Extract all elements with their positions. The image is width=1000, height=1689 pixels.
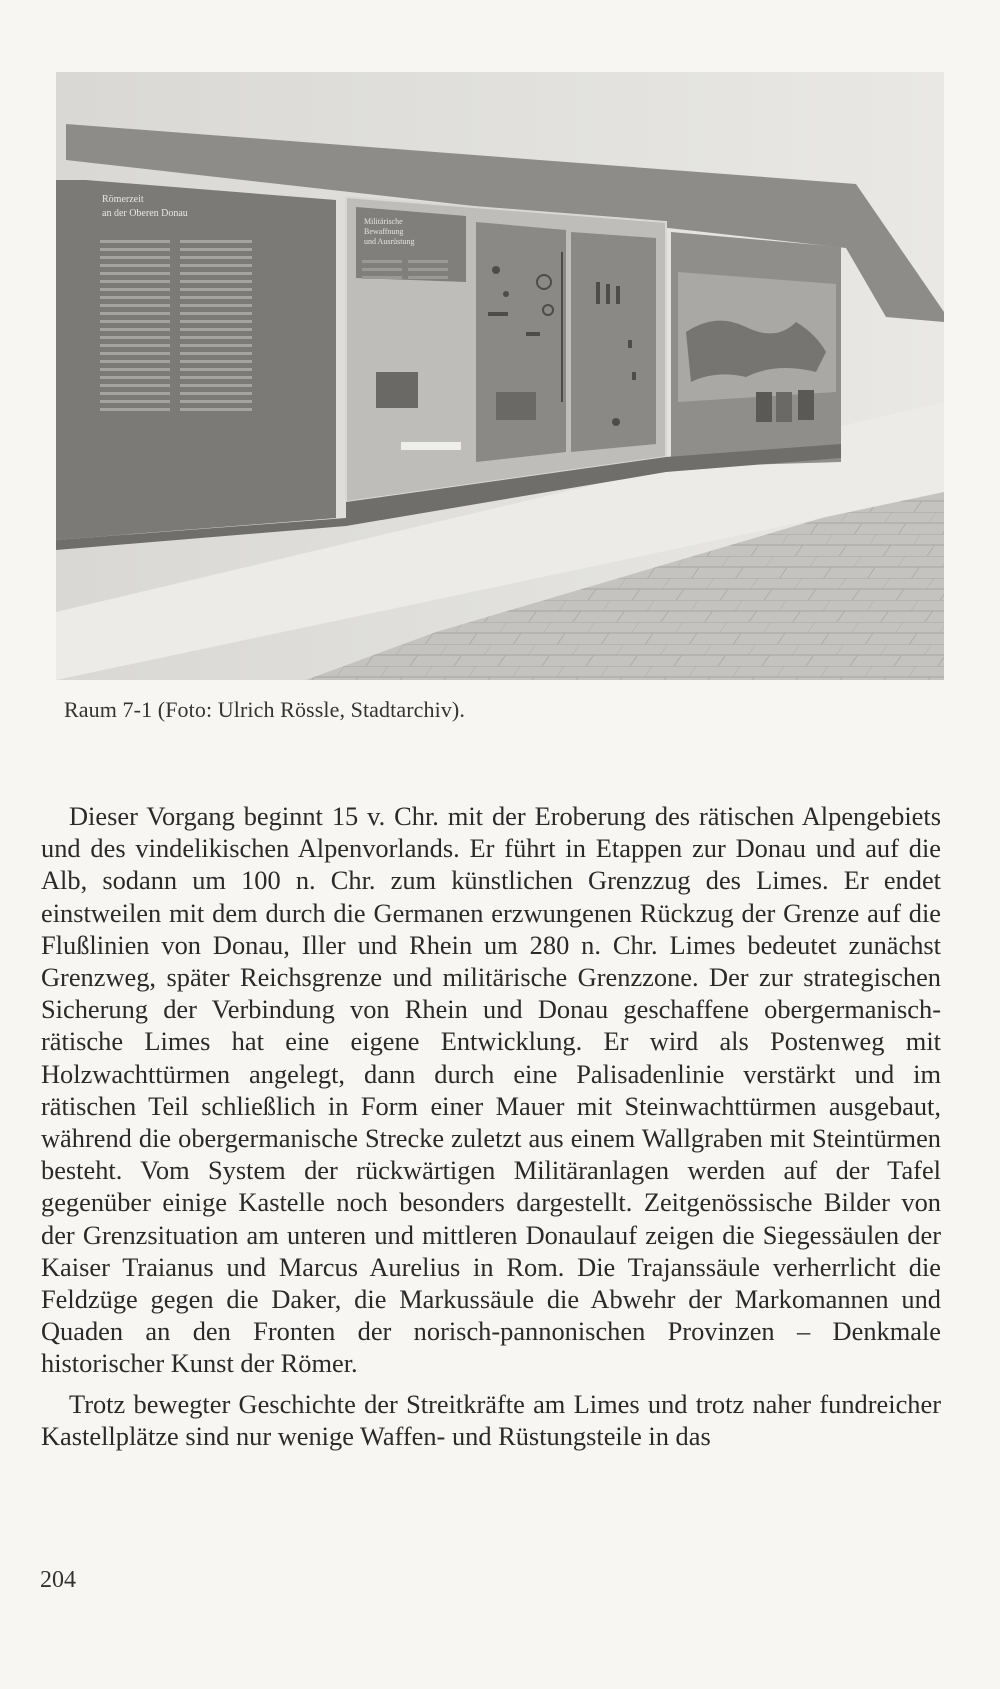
page-number: 204 [40,1567,76,1593]
sign-military-line-2: Bewaffnung [364,227,404,236]
right-map-board [671,232,841,467]
sign-title-line-1: Römerzeit [102,194,144,205]
exhibition-room-illustration [56,72,944,680]
paragraph: Trotz bewegter Geschichte der Streitkräfte am Limes und trotz naher fundreicher Kastellplätze sind nur wenige Waffen- und Rüstungsteile in das [41,1388,941,1451]
left-info-board [56,180,336,540]
figure-caption: Raum 7-1 (Foto: Ulrich Rössle, Stadtarchiv). [64,697,465,722]
body-text [41,800,941,1452]
paragraph: Dieser Vorgang beginnt 15 v. Chr. mit der Eroberung des rätischen Alpengebiets und des vindelikischen Alpenvorlands. Er führt in Etappen zur Donau und auf die Alb, sodann um 100 n. Chr. zum künstlichen Grenzzug des Limes. Er endet einstweilen mit dem durch die Germanen erzwungenen Rückzug der Grenze auf die Flußlinien von Donau, Iller und Rhein um 280 n. Chr. Limes bedeutet zunächst Grenzweg, später Reichsgrenze und militärische Grenzzone. Der zur strategischen Sicherung der Verbindung von Rhein und Donau geschaffene obergermanisch-rätische Limes hat eine eigene Entwicklung. Er wird als Postenweg mit Holzwachttürmen angelegt, dann durch eine Palisadenlinie verstärkt und im rätischen Teil schließlich in Form einer Mauer mit Steinwachttürmen ausgebaut, während die obergermanische Strecke zuletzt aus einem Wallgraben mit Steintürmen besteht. Vom System der rückwärtigen Militäranlagen werden auf der Tafel gegenüber einige Kastelle noch besonders dargestellt. Zeitgenössische Bilder von der Grenzsituation am unteren und mittleren Donaulauf zeigen die Siegessäulen der Kaiser Traianus und Marcus Aurelius in Rom. Die Trajanssäule verherrlicht die Feldzüge gegen die Daker, die Markussäule die Abwehr der Markomannen und Quaden an den Fronten der norisch-pannonischen Provinzen – Denkmale historischer Kunst der Römer. [41,801,941,1379]
exhibition-photo [56,72,944,680]
glass-vitrine [346,197,666,502]
sign-military-line-3: und Ausrüstung [364,237,415,246]
sign-military-line-1: Militärische [364,217,403,226]
sign-title-line-2: an der Oberen Donau [102,208,188,219]
